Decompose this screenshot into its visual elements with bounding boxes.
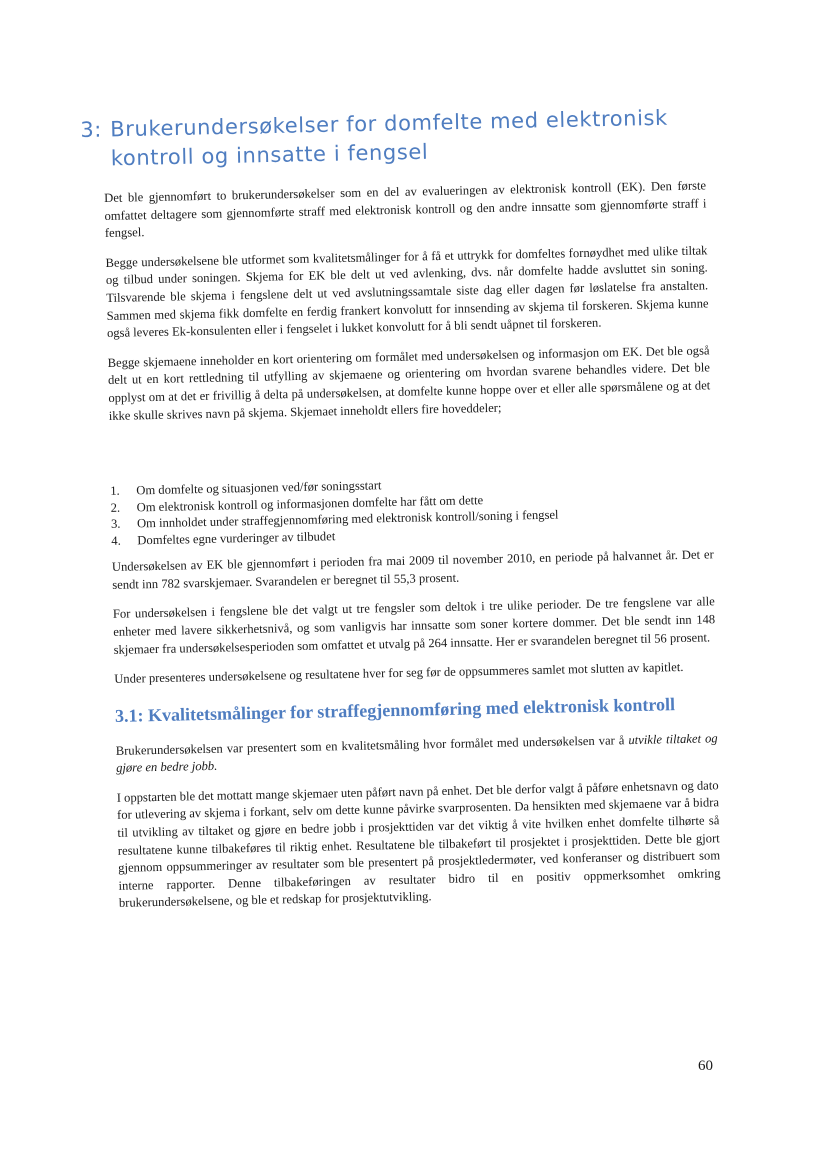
paragraph: I oppstarten ble det mottatt mange skjemaer uten påført navn på enhet. Det ble derfor valgt å påføre enhetsnavn og dato for utlevering av skjema i forkant, selv om dette kunne påvirke svarprosenten. Da hensikten med skjemaene var å bidra til utvikling av tiltaket og gjøre en bedre jobb i prosjekttiden var det viktig å vite hvilken enhet domfelte tilhørte så resultatene kunne tilbakeføres til riktig enhet. Resultatene ble tilbakeført til prosjektet i prosjekttiden. Dette ble gjort gjennom oppsummeringer av resultater som ble presentert på prosjektledermøter, ved konferanser og distribuert som interne rapporter. Denne tilbakeføringen av resultater bidro til en positiv oppmerksomhet omkring brukerundersøkelsene, og ble et redskap for prosjektutvikling. <box>116 778 721 911</box>
paragraph: Undersøkelsen av EK ble gjennomført i perioden fra mai 2009 til november 2010, en periode på halvannet år. Det er sendt inn 782 svarskjemaer. Svarandelen er beregnet til 55,3 prosent. <box>111 547 714 592</box>
paragraph <box>116 730 719 778</box>
paragraph: Under presenteres undersøkelsene og resultatene hver for seg før de oppsummeres samlet mot slutten av kapitlet. <box>114 660 684 686</box>
paragraph: Begge undersøkelsene ble utformet som kvalitetsmålinger for å få et uttrykk for domfeltes fornøydhet med ulike tiltak og tilbud under soningen. Skjema for EK ble delt ut ved avlenking, dvs. når domfelte hadde avsluttet sin soning. Tilsvarende ble skjema i fengslene delt ut ved avslutningssamtale siste dag eller dagen før løslatelse fra anstalten. Sammen med skjema fikk domfelte en ferdig frankert konvolutt for innsending av skjema til forskeren. Skjema kunne også leveres Ek-konsulenten eller i fengselet i lukket konvolutt for å bli sendt uåpnet til forskeren. <box>105 243 709 341</box>
body-text <box>104 177 721 924</box>
section-title: 3.1: Kvalitetsmålinger for straffegjennomføring med elektronisk kontroll <box>114 693 676 726</box>
chapter-number: 3: <box>80 117 103 142</box>
list-item-text: Domfeltes egne vurderinger av tilbudet <box>137 528 336 548</box>
list-item-text: Om elektronisk kontroll og informasjonen domfelte har fått om dette <box>136 492 484 515</box>
emphasis-text: utvikle tiltaket og gjøre en bedre jobb. <box>115 730 718 776</box>
chapter-title-line2: kontroll og innsatte i fengsel <box>110 139 429 171</box>
paragraph-text: Brukerundersøkelsen var presentert som en kvalitetsmåling hvor formålet med undersøkelsen var å <box>115 732 629 758</box>
list-item-number: 4. <box>111 533 121 548</box>
page-number: 60 <box>698 1058 713 1074</box>
list-item-text: Om domfelte og situasjonen ved/før soningsstart <box>136 478 382 498</box>
list-item-number: 2. <box>110 500 121 515</box>
main-parts-list <box>110 470 713 549</box>
paragraph: Det ble gjennomført to brukerundersøkelser som en del av evalueringen av elektronisk kontroll (EK). Den første omfattet deltagere som gjennomførte straff med elektronisk kontroll og den andre innsatte som gjennomførte straff i fengsel. <box>104 178 707 241</box>
chapter-title <box>80 103 701 174</box>
list-item-text: Om innholdet under straffegjennomføring med elektronisk kontroll/soning i fengsel <box>136 507 559 531</box>
paragraph: Begge skjemaene inneholder en kort orientering om formålet med undersøkelsen og informasjon om EK. Det ble også delt ut en kort rettledning til utfylling av skjemaene og orientering om hvordan svarene behandles videre. Det ble opplyst om at det er frivillig å delta på undersøkelsen, at domfelte kunne hoppe over et eller alle spørsmålene og at det ikke skulle skrives navn på skjema. Skjemaet inneholdt ellers fire hoveddeler; <box>107 343 711 423</box>
chapter-title-line1: Brukerundersøkelser for domfelte med elektronisk <box>110 105 669 142</box>
list-item-number: 1. <box>110 483 120 499</box>
list-item-number: 3. <box>110 516 121 532</box>
paragraph: For undersøkelsen i fengslene ble det valgt ut tre fengsler som deltok i tre ulike perioder. De tre fengslene var alle enheter med lavere sikkerhetsnivå, og som vanligvis har innsatte som soner kortere dommer. Det ble sendt inn 148 skjemaer fra undersøkelsesperioden som omfattet et utvalg på 264 innsatte. Her er svarandelen beregnet til 56 prosent. <box>112 594 716 657</box>
